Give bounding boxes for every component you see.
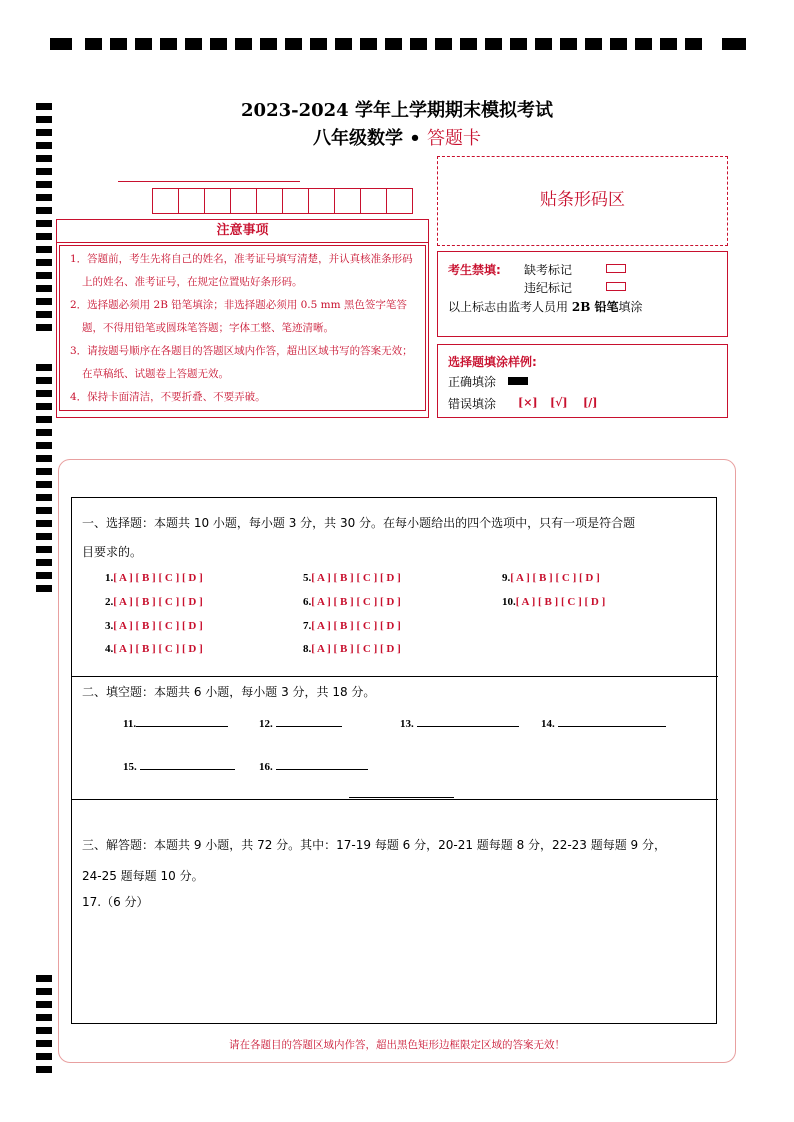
wrong-fill-sample-2: [√] [550, 396, 568, 409]
choice-options[interactable]: [ A ] [ B ] [ C ] [ D ] [311, 596, 401, 608]
id-box[interactable] [283, 189, 309, 213]
notice-item: 4．保持卡面清洁，不要折叠、不要弄破。 [70, 391, 266, 403]
correct-fill-label: 正确填涂 [448, 375, 497, 389]
choice-options[interactable]: [ A ] [ B ] [ C ] [ D ] [510, 572, 600, 584]
blank-num: 16. [259, 761, 273, 773]
id-box[interactable] [387, 189, 412, 213]
id-box[interactable] [257, 189, 283, 213]
absent-mark-label: 缺考标记 [524, 263, 573, 277]
blank-q13[interactable] [400, 718, 519, 730]
notice-item: 2．选择题必须用 2B 铅笔填涂；非选择题必须用 0.5 mm 黑色签字笔答题，不得用铅笔或圆珠笔答题；字体工整、笔迹清晰。 [70, 299, 407, 334]
blank-q16[interactable] [259, 761, 368, 773]
choice-options[interactable]: [ A ] [ B ] [ C ] [ D ] [113, 572, 203, 584]
exam-title: 2023-2024 学年上学期期末模拟考试 [241, 100, 553, 121]
choice-num: 5. [303, 572, 312, 584]
id-box[interactable] [335, 189, 361, 213]
choice-q10[interactable] [502, 596, 605, 608]
wrong-fill-label: 错误填涂 [448, 397, 497, 411]
barcode-area[interactable]: 贴条形码区 [437, 156, 728, 246]
notice-heading: 注意事项 [57, 220, 428, 243]
blank-line[interactable] [417, 726, 519, 727]
blank-line[interactable] [276, 769, 368, 770]
blank-q15[interactable] [123, 761, 235, 773]
choice-q7[interactable] [303, 620, 401, 632]
blank-q14[interactable] [541, 718, 666, 730]
violation-mark-label: 违纪标记 [524, 281, 573, 295]
notice-box [56, 219, 429, 418]
violation-mark-box[interactable] [606, 282, 626, 291]
section1-heading-line2: 目要求的。 [82, 545, 143, 559]
blank-line[interactable] [558, 726, 666, 727]
blank-q12[interactable] [259, 718, 342, 730]
id-box[interactable] [205, 189, 231, 213]
proctor-note-a: 以上标志由监考人员用 [448, 300, 569, 314]
section-divider [72, 799, 718, 800]
proctor-label: 考生禁填: [448, 263, 501, 277]
blank-line[interactable] [140, 769, 235, 770]
left-timing-marks-bottom [36, 975, 52, 1070]
proctor-note-c: 填涂 [618, 300, 643, 314]
choice-options[interactable]: [ A ] [ B ] [ C ] [ D ] [311, 620, 401, 632]
id-box[interactable] [231, 189, 257, 213]
blank-num: 13. [400, 718, 414, 730]
id-box[interactable] [179, 189, 205, 213]
choice-q4[interactable] [105, 643, 203, 655]
choice-options[interactable]: [ A ] [ B ] [ C ] [ D ] [113, 620, 203, 632]
choice-q2[interactable] [105, 596, 203, 608]
exam-id-boxes[interactable] [152, 188, 413, 214]
choice-q5[interactable] [303, 572, 401, 584]
section-divider [72, 676, 718, 677]
choice-options[interactable]: [ A ] [ B ] [ C ] [ D ] [515, 596, 606, 608]
choice-num: 3. [105, 620, 114, 632]
choice-q8[interactable] [303, 643, 401, 655]
choice-num: 10. [502, 596, 516, 608]
id-box[interactable] [153, 189, 179, 213]
correct-fill-sample [508, 377, 528, 385]
top-timing-marks [50, 38, 746, 50]
choice-options[interactable]: [ A ] [ B ] [ C ] [ D ] [113, 643, 203, 655]
choice-q9[interactable] [502, 572, 600, 584]
proctor-note-b: 2B 铅笔 [571, 300, 619, 314]
choice-num: 8. [303, 643, 312, 655]
choice-options[interactable]: [ A ] [ B ] [ C ] [ D ] [311, 643, 401, 655]
choice-num: 4. [105, 643, 114, 655]
fill-example-box [437, 344, 728, 418]
choice-options[interactable]: [ A ] [ B ] [ C ] [ D ] [311, 572, 401, 584]
wrong-fill-sample-3: [/] [583, 396, 598, 409]
blank-num: 12. [259, 718, 273, 730]
answer-card-title [0, 124, 794, 150]
choice-q1[interactable] [105, 572, 203, 584]
blank-num: 11. [123, 718, 137, 730]
blank-q11[interactable] [123, 718, 228, 730]
name-line[interactable] [118, 181, 300, 182]
blank-line[interactable] [276, 726, 342, 727]
question-17-answer-area[interactable] [82, 912, 708, 1017]
choice-num: 6. [303, 596, 312, 608]
footer-warning: 请在各题目的答题区域内作答，超出黑色矩形边框限定区域的答案无效！ [229, 1039, 565, 1051]
wrong-fill-sample-1: [×] [518, 396, 538, 409]
choice-num: 9. [502, 572, 511, 584]
blank-line[interactable] [136, 726, 228, 727]
fill-example-heading: 选择题填涂样例: [448, 355, 537, 369]
section3-heading-line1: 三、解答题：本题共 9 小题，共 72 分。其中：17-19 每题 6 分，20-21 题每题 8 分，22-23 题每题 9 分， [82, 838, 667, 852]
proctor-note [448, 298, 643, 315]
choice-num: 1. [105, 572, 114, 584]
section3-heading-line2: 24-25 题每题 10 分。 [82, 869, 204, 883]
notice-item: 3．请按题号顺序在各题目的答题区域内作答，超出区域书写的答案无效；在草稿纸、试题卷上答题无效。 [70, 345, 413, 380]
section2-heading: 二、填空题：本题共 6 小题，每小题 3 分，共 18 分。 [82, 685, 376, 699]
answer-area [71, 497, 717, 1024]
section1-heading-line1: 一、选择题：本题共 10 小题，每小题 3 分，共 30 分。在每小题给出的四个选项中，只有一项是符合题 [82, 516, 636, 530]
notice-item: 1．答题前，考生先将自己的姓名，准考证号填写清楚，并认真核准条形码上的姓名、准考证号，在规定位置贴好条形码。 [70, 253, 413, 288]
choice-q3[interactable] [105, 620, 203, 632]
notice-body [59, 245, 426, 411]
choice-q6[interactable] [303, 596, 401, 608]
choice-num: 2. [105, 596, 114, 608]
answer-card-label: 答题卡 [427, 128, 482, 149]
proctor-marks-box [437, 251, 728, 337]
section2-end-line [349, 797, 454, 798]
choice-num: 7. [303, 620, 312, 632]
blank-num: 14. [541, 718, 555, 730]
subject-title: 八年级数学 • [312, 128, 421, 149]
absent-mark-box[interactable] [606, 264, 626, 273]
id-box[interactable] [309, 189, 335, 213]
left-timing-marks-middle [36, 364, 52, 599]
blank-num: 15. [123, 761, 137, 773]
choice-options[interactable]: [ A ] [ B ] [ C ] [ D ] [113, 596, 203, 608]
id-box[interactable] [361, 189, 387, 213]
question-17-label: 17.（6 分） [82, 895, 149, 909]
